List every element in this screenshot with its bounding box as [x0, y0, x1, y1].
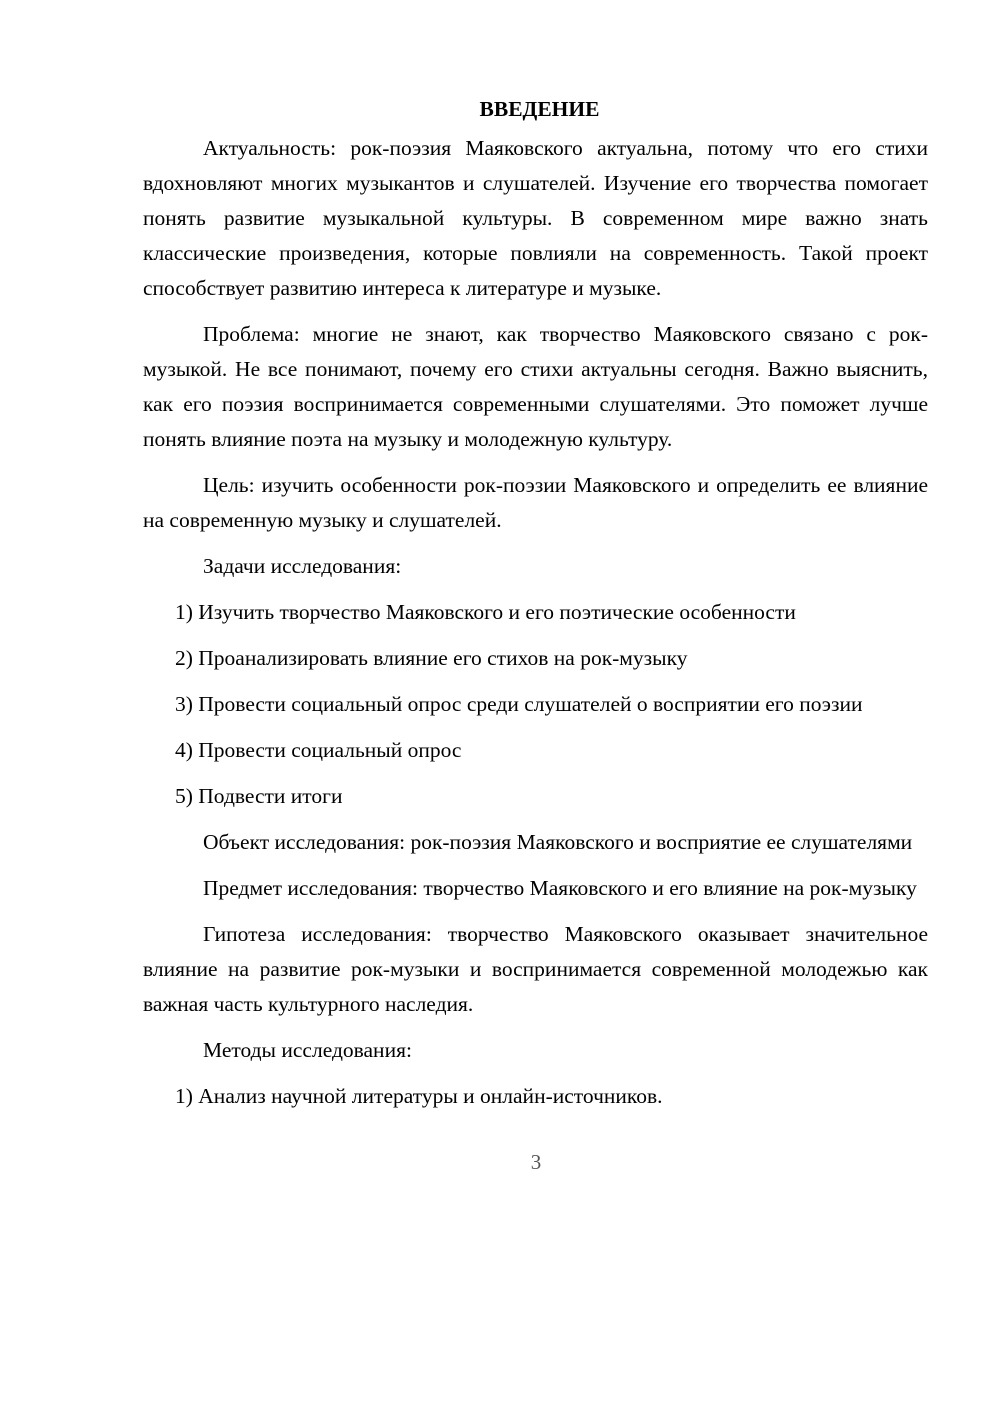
task-item: 3) Провести социальный опрос среди слушателей о восприятии его поэзии — [175, 692, 863, 716]
relevance-paragraph: Актуальность: рок-поэзия Маяковского актуальна, потому что его стихи вдохновляют многих музыкантов и слушателей. Изучение его творчества помогает понять развитие музыкальной культуры. В современном мире важно знать классические произведения, которые повлияли на современность. Такой проект способствует развитию интереса к литературе и музыке. — [143, 136, 928, 300]
goal-paragraph: Цель: изучить особенности рок-поэзии Маяковского и определить ее влияние на современную музыку и слушателей. — [143, 473, 928, 532]
task-item: 1) Изучить творчество Маяковского и его поэтические особенности — [175, 600, 796, 624]
subject-paragraph: Предмет исследования: творчество Маяковского и его влияние на рок-музыку — [203, 876, 917, 900]
task-item: 2) Проанализировать влияние его стихов на рок-музыку — [175, 646, 688, 670]
task-item: 5) Подвести итоги — [175, 784, 343, 808]
page-content — [143, 92, 928, 1125]
tasks-heading: Задачи исследования: — [203, 554, 402, 578]
problem-paragraph: Проблема: многие не знают, как творчество Маяковского связано с рок-музыкой. Не все понимают, почему его стихи актуальны сегодня. Важно выяснить, как его поэзия воспринимается современными слушателями. Это поможет лучше понять влияние поэта на музыку и молодежную культуру. — [143, 322, 928, 451]
object-paragraph: Объект исследования: рок-поэзия Маяковского и восприятие ее слушателями — [203, 830, 913, 854]
task-item: 4) Провести социальный опрос — [175, 738, 462, 762]
hypothesis-paragraph: Гипотеза исследования: творчество Маяковского оказывает значительное влияние на развитие рок-музыки и воспринимается современной молодежью как важная часть культурного наследия. — [143, 922, 928, 1016]
methods-heading: Методы исследования: — [203, 1038, 412, 1062]
section-title: ВВЕДЕНИЕ — [479, 97, 600, 121]
page-number: 3 — [530, 1150, 542, 1174]
method-item: 1) Анализ научной литературы и онлайн-источников. — [175, 1084, 663, 1108]
